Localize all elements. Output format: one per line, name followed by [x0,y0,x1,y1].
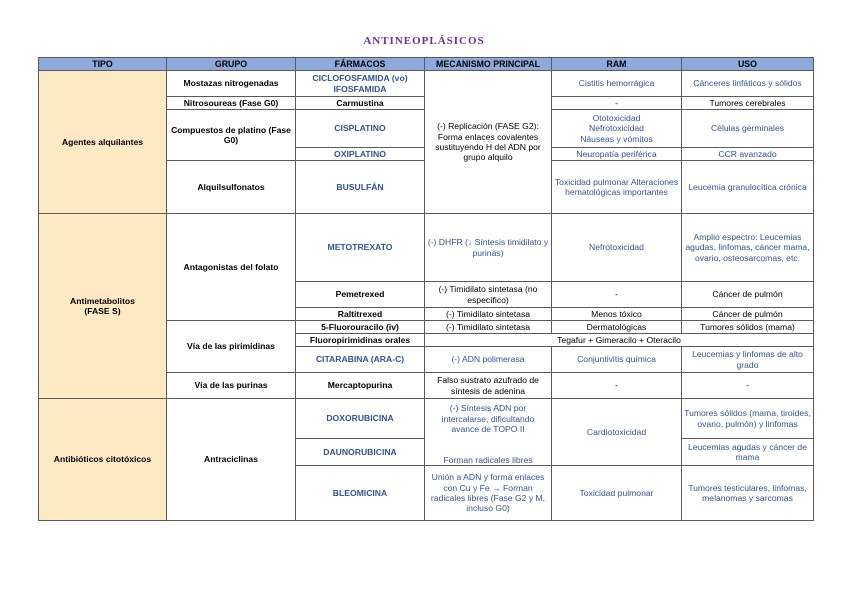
uso-cell: Leucemias y linfomas de alto grado [682,347,814,373]
farmaco-cell: 5-Fluorouracilo (iv) [296,321,425,334]
grupo-cell: Mostazas nitrogenadas [167,71,296,97]
table-row [39,399,814,439]
ram-line: Ototoxicidad [592,113,641,124]
table-row [39,71,814,97]
header-uso: USO [682,58,814,71]
tipo-cell [39,214,167,399]
mecanismo-cell: Falso sustrato azufrado de síntesis de adenina [425,373,552,399]
mecanismo-cell: (-) Timidilato sintetasa (no específico) [425,282,552,308]
mecanismo-cell: Forman radicales libres [425,439,552,466]
farmaco-cell: CITARABINA (ARA-C) [296,347,425,373]
farmaco-cell: BUSULFÁN [296,161,425,214]
tipo-cell: Agentes alquilantes [39,71,167,214]
antineoplastics-table [38,57,814,521]
uso-cell: Tumores sólidos (mama) [682,321,814,334]
uso-cell: - [682,373,814,399]
ram-cell [552,110,682,148]
farmaco-cell: Pemetrexed [296,282,425,308]
farmaco-cell [296,71,425,97]
farmaco-cell: Carmustina [296,97,425,110]
farmaco-cell: BLEOMICINA [296,466,425,521]
uso-cell: CCR avanzado [682,148,814,161]
ram-cell: Dermatológicas [552,321,682,334]
mecanismo-cell: Unión a ADN y forma enlaces con Cu y Fe → Forman radicales libres (Fase G2 y M, incluso G0) [425,466,552,521]
grupo-cell: Vía de las purinas [167,373,296,399]
uso-cell: Leucemias agudas y cáncer de mama [682,439,814,466]
header-tipo: TIPO [39,58,167,71]
farmaco-cell: DOXORUBICINA [296,399,425,439]
farmaco-cell: Raltitrexed [296,308,425,321]
farmaco-name: CICLOFOSFAMIDA (vo) [312,73,408,84]
ram-cell: Conjuntivitis química [552,347,682,373]
ram-cell: - [552,97,682,110]
ram-cell: Toxicidad pulmonar [552,466,682,521]
uso-cell: Tumores testiculares, linfomas, melanomas y sarcomas [682,466,814,521]
mecanismo-cell: Tegafur + Gimeracilo + Oteracilo [425,334,814,347]
tipo-cell: Antibióticos citotóxicos [39,399,167,521]
table-row [39,214,814,282]
uso-cell: Amplio espectro: Leucemias agudas, linfomas, cáncer mama, ovario, osteosarcomas, etc. [682,214,814,282]
grupo-cell: Nitrosoureas (Fase G0) [167,97,296,110]
mecanismo-cell: (-) Síntesis ADN por intercalarse, dificultando avance de TOPO II [425,399,552,439]
ram-line: Nefrotoxicidad [589,123,644,134]
ram-line: Náuseas y vómitos [580,133,653,144]
ram-cell: Cistitis hemorrágica [552,71,682,97]
uso-cell: Leucemia granulocítica crónica [682,161,814,214]
ram-cell: - [552,373,682,399]
page-title: ANTINEOPLÁSICOS [363,35,485,47]
grupo-cell: Antraciclinas [167,399,296,521]
ram-cell: Neuropatía periférica [552,148,682,161]
uso-cell: Cáncer de pulmón [682,308,814,321]
mecanismo-cell: (-) ADN polimerasa [425,347,552,373]
grupo-cell: Antagonistas del folato [167,214,296,321]
uso-cell: Cánceres linfáticos y sólidos [682,71,814,97]
mecanismo-cell: (-) Replicación (FASE G2): Forma enlaces covalentes sustituyendo H del ADN por grupo alquilo [425,71,552,214]
farmaco-cell: DAUNORUBICINA [296,439,425,466]
ram-cell: Cardiotoxicidad [552,399,682,466]
ram-cell: - [552,282,682,308]
header-ram: RAM [552,58,682,71]
mecanismo-cell: (-) Timidilato sintetasa [425,321,552,334]
mecanismo-cell: (-) DHFR (↓ Síntesis timidilato y purinas) [425,214,552,282]
header-grupo: GRUPO [167,58,296,71]
uso-cell: Cáncer de pulmón [682,282,814,308]
uso-cell: Tumores sólidos (mama, tiroides, ovario, pulmón) y linfomas [682,399,814,439]
grupo-cell: Compuestos de platino (Fase G0) [167,110,296,161]
uso-cell: Células germinales [682,110,814,148]
farmaco-cell: Mercaptopurina [296,373,425,399]
grupo-cell: Alquilsulfonatos [167,161,296,214]
ram-cell: Menos tóxico [552,308,682,321]
grupo-cell: Vía de las pirimidinas [167,321,296,373]
farmaco-name: IFOSFAMIDA [333,83,387,94]
ram-cell: Toxicidad pulmonar Alteraciones hematológicas importantes [552,161,682,214]
ram-cell: Nefrotoxicidad [552,214,682,282]
tipo-line: Antimetabolitos [70,295,135,306]
tipo-line: (FASE S) [84,306,121,316]
farmaco-cell: OXIPLATINO [296,148,425,161]
header-mecanismo: MECANISMO PRINCIPAL [425,58,552,71]
header-row [39,58,814,71]
farmaco-cell: METOTREXATO [296,214,425,282]
header-farmacos: FÁRMACOS [296,58,425,71]
uso-cell: Tumores cerebrales [682,97,814,110]
farmaco-cell: Fluoropirimidinas orales [296,334,425,347]
mecanismo-cell: (-) Timidilato sintetasa [425,308,552,321]
farmaco-cell: CISPLATINO [296,110,425,148]
